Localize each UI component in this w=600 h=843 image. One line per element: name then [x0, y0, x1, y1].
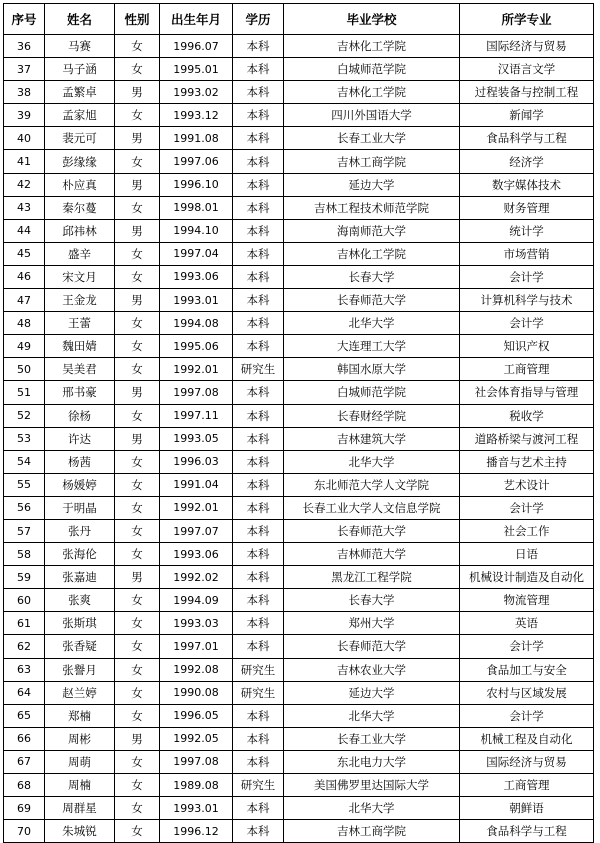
cell-major: 国际经济与贸易 — [460, 750, 594, 773]
cell-school: 吉林化工学院 — [284, 35, 460, 58]
cell-name: 张斯琪 — [45, 612, 115, 635]
cell-major: 工商管理 — [460, 358, 594, 381]
table-row — [4, 312, 594, 335]
cell-index: 70 — [4, 820, 45, 843]
header-name: 姓名 — [45, 4, 115, 35]
cell-major: 物流管理 — [460, 589, 594, 612]
cell-major: 社会工作 — [460, 519, 594, 542]
cell-index: 49 — [4, 335, 45, 358]
cell-gender: 女 — [115, 519, 160, 542]
cell-index: 64 — [4, 681, 45, 704]
cell-degree: 本科 — [233, 312, 284, 335]
cell-degree: 研究生 — [233, 774, 284, 797]
cell-gender: 男 — [115, 81, 160, 104]
cell-name: 杨媛婷 — [45, 473, 115, 496]
cell-birth: 1993.05 — [160, 427, 233, 450]
header-row — [4, 4, 594, 35]
cell-gender: 女 — [115, 335, 160, 358]
cell-major: 艺术设计 — [460, 473, 594, 496]
cell-index: 58 — [4, 543, 45, 566]
table-row — [4, 289, 594, 312]
cell-school: 东北电力大学 — [284, 750, 460, 773]
cell-index: 55 — [4, 473, 45, 496]
cell-name: 周彬 — [45, 727, 115, 750]
cell-birth: 1994.09 — [160, 589, 233, 612]
cell-birth: 1997.06 — [160, 150, 233, 173]
cell-gender: 男 — [115, 289, 160, 312]
cell-index: 56 — [4, 496, 45, 519]
cell-name: 吴美君 — [45, 358, 115, 381]
table-row — [4, 635, 594, 658]
cell-birth: 1989.08 — [160, 774, 233, 797]
table-row — [4, 381, 594, 404]
cell-major: 汉语言文学 — [460, 58, 594, 81]
cell-major: 知识产权 — [460, 335, 594, 358]
cell-gender: 女 — [115, 820, 160, 843]
table-row — [4, 704, 594, 727]
cell-school: 吉林工商学院 — [284, 820, 460, 843]
cell-school: 大连理工大学 — [284, 335, 460, 358]
cell-birth: 1997.08 — [160, 381, 233, 404]
cell-degree: 本科 — [233, 612, 284, 635]
cell-school: 延边大学 — [284, 173, 460, 196]
table-row — [4, 774, 594, 797]
cell-major: 国际经济与贸易 — [460, 35, 594, 58]
table-row — [4, 196, 594, 219]
table-row — [4, 104, 594, 127]
cell-school: 北华大学 — [284, 797, 460, 820]
cell-index: 41 — [4, 150, 45, 173]
header-index: 序号 — [4, 4, 45, 35]
table-row — [4, 519, 594, 542]
cell-index: 61 — [4, 612, 45, 635]
cell-gender: 女 — [115, 589, 160, 612]
cell-school: 白城师范学院 — [284, 381, 460, 404]
cell-name: 周群星 — [45, 797, 115, 820]
table-row — [4, 242, 594, 265]
cell-major: 计算机科学与技术 — [460, 289, 594, 312]
header-birth: 出生年月 — [160, 4, 233, 35]
cell-name: 盛辛 — [45, 242, 115, 265]
cell-name: 王金龙 — [45, 289, 115, 312]
cell-major: 食品科学与工程 — [460, 820, 594, 843]
cell-birth: 1992.05 — [160, 727, 233, 750]
cell-index: 69 — [4, 797, 45, 820]
cell-gender: 女 — [115, 450, 160, 473]
table-row — [4, 81, 594, 104]
cell-major: 税收学 — [460, 404, 594, 427]
cell-name: 马子涵 — [45, 58, 115, 81]
cell-degree: 本科 — [233, 589, 284, 612]
cell-name: 孟家旭 — [45, 104, 115, 127]
cell-index: 39 — [4, 104, 45, 127]
cell-degree: 本科 — [233, 127, 284, 150]
cell-major: 农村与区域发展 — [460, 681, 594, 704]
cell-major: 机械设计制造及自动化 — [460, 566, 594, 589]
cell-gender: 女 — [115, 543, 160, 566]
cell-name: 王蕾 — [45, 312, 115, 335]
cell-birth: 1992.01 — [160, 496, 233, 519]
cell-degree: 本科 — [233, 265, 284, 288]
cell-degree: 本科 — [233, 750, 284, 773]
cell-index: 60 — [4, 589, 45, 612]
cell-birth: 1997.04 — [160, 242, 233, 265]
cell-birth: 1993.06 — [160, 543, 233, 566]
cell-gender: 女 — [115, 242, 160, 265]
cell-degree: 研究生 — [233, 358, 284, 381]
cell-major: 会计学 — [460, 312, 594, 335]
cell-major: 经济学 — [460, 150, 594, 173]
cell-degree: 本科 — [233, 104, 284, 127]
cell-name: 徐杨 — [45, 404, 115, 427]
cell-birth: 1996.10 — [160, 173, 233, 196]
cell-name: 郑楠 — [45, 704, 115, 727]
cell-index: 50 — [4, 358, 45, 381]
table-row — [4, 543, 594, 566]
cell-school: 海南师范大学 — [284, 219, 460, 242]
cell-school: 吉林建筑大学 — [284, 427, 460, 450]
cell-degree: 本科 — [233, 381, 284, 404]
cell-gender: 男 — [115, 173, 160, 196]
cell-school: 吉林化工学院 — [284, 242, 460, 265]
cell-degree: 本科 — [233, 242, 284, 265]
cell-birth: 1995.01 — [160, 58, 233, 81]
table-row — [4, 127, 594, 150]
cell-school: 韩国水原大学 — [284, 358, 460, 381]
cell-index: 51 — [4, 381, 45, 404]
cell-name: 裴元可 — [45, 127, 115, 150]
cell-birth: 1997.07 — [160, 519, 233, 542]
cell-birth: 1994.10 — [160, 219, 233, 242]
cell-birth: 1993.01 — [160, 797, 233, 820]
table-row — [4, 265, 594, 288]
cell-gender: 女 — [115, 404, 160, 427]
table-row — [4, 681, 594, 704]
table-row — [4, 450, 594, 473]
cell-degree: 本科 — [233, 427, 284, 450]
cell-degree: 本科 — [233, 404, 284, 427]
cell-index: 48 — [4, 312, 45, 335]
cell-birth: 1992.02 — [160, 566, 233, 589]
cell-birth: 1993.06 — [160, 265, 233, 288]
cell-major: 会计学 — [460, 704, 594, 727]
table-row — [4, 173, 594, 196]
cell-birth: 1993.03 — [160, 612, 233, 635]
cell-birth: 1992.01 — [160, 358, 233, 381]
cell-index: 68 — [4, 774, 45, 797]
cell-school: 东北师范大学人文学院 — [284, 473, 460, 496]
cell-name: 杨茜 — [45, 450, 115, 473]
cell-major: 财务管理 — [460, 196, 594, 219]
cell-degree: 本科 — [233, 496, 284, 519]
cell-major: 工商管理 — [460, 774, 594, 797]
cell-name: 彭缘缘 — [45, 150, 115, 173]
cell-degree: 本科 — [233, 566, 284, 589]
cell-school: 吉林农业大学 — [284, 658, 460, 681]
table-row — [4, 35, 594, 58]
cell-school: 郑州大学 — [284, 612, 460, 635]
cell-degree: 本科 — [233, 81, 284, 104]
cell-gender: 女 — [115, 35, 160, 58]
cell-degree: 本科 — [233, 727, 284, 750]
cell-school: 长春工业大学 — [284, 727, 460, 750]
table-row — [4, 797, 594, 820]
cell-major: 新闻学 — [460, 104, 594, 127]
cell-major: 英语 — [460, 612, 594, 635]
cell-gender: 男 — [115, 127, 160, 150]
cell-name: 秦尔蔓 — [45, 196, 115, 219]
cell-major: 播音与艺术主持 — [460, 450, 594, 473]
cell-school: 长春大学 — [284, 589, 460, 612]
cell-index: 44 — [4, 219, 45, 242]
cell-index: 63 — [4, 658, 45, 681]
cell-name: 孟繁卓 — [45, 81, 115, 104]
table-row — [4, 496, 594, 519]
cell-major: 过程装备与控制工程 — [460, 81, 594, 104]
cell-index: 47 — [4, 289, 45, 312]
cell-major: 机械工程及自动化 — [460, 727, 594, 750]
cell-index: 52 — [4, 404, 45, 427]
cell-school: 黑龙江工程学院 — [284, 566, 460, 589]
cell-birth: 1993.02 — [160, 81, 233, 104]
cell-index: 53 — [4, 427, 45, 450]
cell-major: 数字媒体技术 — [460, 173, 594, 196]
cell-birth: 1994.08 — [160, 312, 233, 335]
cell-degree: 本科 — [233, 820, 284, 843]
cell-major: 食品加工与安全 — [460, 658, 594, 681]
table-row — [4, 335, 594, 358]
cell-school: 北华大学 — [284, 704, 460, 727]
cell-major: 会计学 — [460, 265, 594, 288]
cell-gender: 女 — [115, 196, 160, 219]
cell-school: 长春财经学院 — [284, 404, 460, 427]
cell-birth: 1996.03 — [160, 450, 233, 473]
table-row — [4, 727, 594, 750]
cell-major: 会计学 — [460, 496, 594, 519]
cell-name: 张爽 — [45, 589, 115, 612]
table-row — [4, 473, 594, 496]
cell-degree: 本科 — [233, 797, 284, 820]
cell-birth: 1993.01 — [160, 289, 233, 312]
cell-gender: 男 — [115, 427, 160, 450]
cell-school: 延边大学 — [284, 681, 460, 704]
cell-degree: 本科 — [233, 58, 284, 81]
header-major: 所学专业 — [460, 4, 594, 35]
cell-name: 朱城锐 — [45, 820, 115, 843]
cell-birth: 1996.07 — [160, 35, 233, 58]
cell-name: 张譽月 — [45, 658, 115, 681]
header-gender: 性别 — [115, 4, 160, 35]
cell-gender: 男 — [115, 727, 160, 750]
cell-gender: 女 — [115, 704, 160, 727]
cell-school: 吉林工商学院 — [284, 150, 460, 173]
cell-name: 张海伦 — [45, 543, 115, 566]
cell-school: 北华大学 — [284, 450, 460, 473]
cell-index: 45 — [4, 242, 45, 265]
cell-degree: 本科 — [233, 219, 284, 242]
cell-degree: 研究生 — [233, 681, 284, 704]
cell-name: 邢书豪 — [45, 381, 115, 404]
cell-school: 吉林化工学院 — [284, 81, 460, 104]
cell-major: 道路桥梁与渡河工程 — [460, 427, 594, 450]
cell-gender: 女 — [115, 104, 160, 127]
cell-major: 食品科学与工程 — [460, 127, 594, 150]
cell-degree: 本科 — [233, 35, 284, 58]
cell-degree: 本科 — [233, 289, 284, 312]
cell-degree: 本科 — [233, 335, 284, 358]
cell-school: 长春工业大学 — [284, 127, 460, 150]
cell-degree: 本科 — [233, 704, 284, 727]
cell-index: 66 — [4, 727, 45, 750]
cell-name: 许达 — [45, 427, 115, 450]
cell-name: 张嘉迪 — [45, 566, 115, 589]
cell-name: 周楠 — [45, 774, 115, 797]
table-row — [4, 566, 594, 589]
cell-index: 57 — [4, 519, 45, 542]
cell-birth: 1992.08 — [160, 658, 233, 681]
cell-gender: 男 — [115, 566, 160, 589]
cell-degree: 本科 — [233, 473, 284, 496]
cell-gender: 女 — [115, 612, 160, 635]
cell-index: 59 — [4, 566, 45, 589]
header-school: 毕业学校 — [284, 4, 460, 35]
cell-school: 美国佛罗里达国际大学 — [284, 774, 460, 797]
roster-table — [3, 3, 594, 843]
cell-gender: 女 — [115, 635, 160, 658]
cell-birth: 1996.05 — [160, 704, 233, 727]
cell-index: 54 — [4, 450, 45, 473]
cell-school: 四川外国语大学 — [284, 104, 460, 127]
cell-name: 张香疑 — [45, 635, 115, 658]
cell-major: 社会体育指导与管理 — [460, 381, 594, 404]
cell-major: 市场营销 — [460, 242, 594, 265]
cell-gender: 女 — [115, 58, 160, 81]
cell-name: 邱祎林 — [45, 219, 115, 242]
cell-birth: 1996.12 — [160, 820, 233, 843]
cell-school: 北华大学 — [284, 312, 460, 335]
cell-index: 65 — [4, 704, 45, 727]
cell-name: 朴应真 — [45, 173, 115, 196]
cell-index: 67 — [4, 750, 45, 773]
cell-gender: 女 — [115, 496, 160, 519]
cell-name: 于明晶 — [45, 496, 115, 519]
cell-degree: 本科 — [233, 543, 284, 566]
cell-birth: 1997.11 — [160, 404, 233, 427]
table-row — [4, 219, 594, 242]
cell-index: 38 — [4, 81, 45, 104]
cell-degree: 本科 — [233, 150, 284, 173]
cell-index: 42 — [4, 173, 45, 196]
cell-birth: 1995.06 — [160, 335, 233, 358]
table-row — [4, 58, 594, 81]
cell-school: 长春师范大学 — [284, 519, 460, 542]
table-row — [4, 404, 594, 427]
cell-name: 宋文月 — [45, 265, 115, 288]
cell-major: 日语 — [460, 543, 594, 566]
cell-birth: 1990.08 — [160, 681, 233, 704]
cell-school: 长春师范大学 — [284, 635, 460, 658]
table-row — [4, 589, 594, 612]
cell-major: 统计学 — [460, 219, 594, 242]
cell-gender: 女 — [115, 265, 160, 288]
cell-gender: 女 — [115, 312, 160, 335]
cell-major: 会计学 — [460, 635, 594, 658]
cell-degree: 本科 — [233, 196, 284, 219]
cell-birth: 1997.01 — [160, 635, 233, 658]
cell-birth: 1997.08 — [160, 750, 233, 773]
roster-table-container — [3, 3, 594, 843]
cell-school: 白城师范学院 — [284, 58, 460, 81]
cell-birth: 1991.08 — [160, 127, 233, 150]
cell-school: 长春师范大学 — [284, 289, 460, 312]
cell-name: 马赛 — [45, 35, 115, 58]
cell-school: 长春大学 — [284, 265, 460, 288]
cell-degree: 本科 — [233, 450, 284, 473]
table-body — [4, 35, 594, 843]
cell-name: 周萌 — [45, 750, 115, 773]
cell-index: 40 — [4, 127, 45, 150]
cell-gender: 女 — [115, 797, 160, 820]
cell-name: 赵兰婷 — [45, 681, 115, 704]
cell-degree: 研究生 — [233, 658, 284, 681]
cell-birth: 1998.01 — [160, 196, 233, 219]
cell-degree: 本科 — [233, 173, 284, 196]
table-row — [4, 427, 594, 450]
cell-gender: 女 — [115, 774, 160, 797]
cell-gender: 女 — [115, 358, 160, 381]
cell-school: 吉林师范大学 — [284, 543, 460, 566]
cell-gender: 女 — [115, 750, 160, 773]
cell-gender: 女 — [115, 658, 160, 681]
cell-degree: 本科 — [233, 635, 284, 658]
cell-school: 长春工业大学人文信息学院 — [284, 496, 460, 519]
cell-gender: 女 — [115, 150, 160, 173]
header-degree: 学历 — [233, 4, 284, 35]
cell-gender: 男 — [115, 219, 160, 242]
table-row — [4, 658, 594, 681]
table-row — [4, 612, 594, 635]
table-row — [4, 150, 594, 173]
cell-index: 43 — [4, 196, 45, 219]
cell-index: 37 — [4, 58, 45, 81]
cell-major: 朝鲜语 — [460, 797, 594, 820]
cell-gender: 女 — [115, 681, 160, 704]
cell-name: 张丹 — [45, 519, 115, 542]
cell-index: 46 — [4, 265, 45, 288]
table-row — [4, 358, 594, 381]
table-row — [4, 750, 594, 773]
cell-index: 62 — [4, 635, 45, 658]
cell-name: 魏田婧 — [45, 335, 115, 358]
cell-degree: 本科 — [233, 519, 284, 542]
cell-gender: 男 — [115, 381, 160, 404]
cell-gender: 女 — [115, 473, 160, 496]
cell-school: 吉林工程技术师范学院 — [284, 196, 460, 219]
cell-birth: 1991.04 — [160, 473, 233, 496]
cell-index: 36 — [4, 35, 45, 58]
table-row — [4, 820, 594, 843]
cell-birth: 1993.12 — [160, 104, 233, 127]
